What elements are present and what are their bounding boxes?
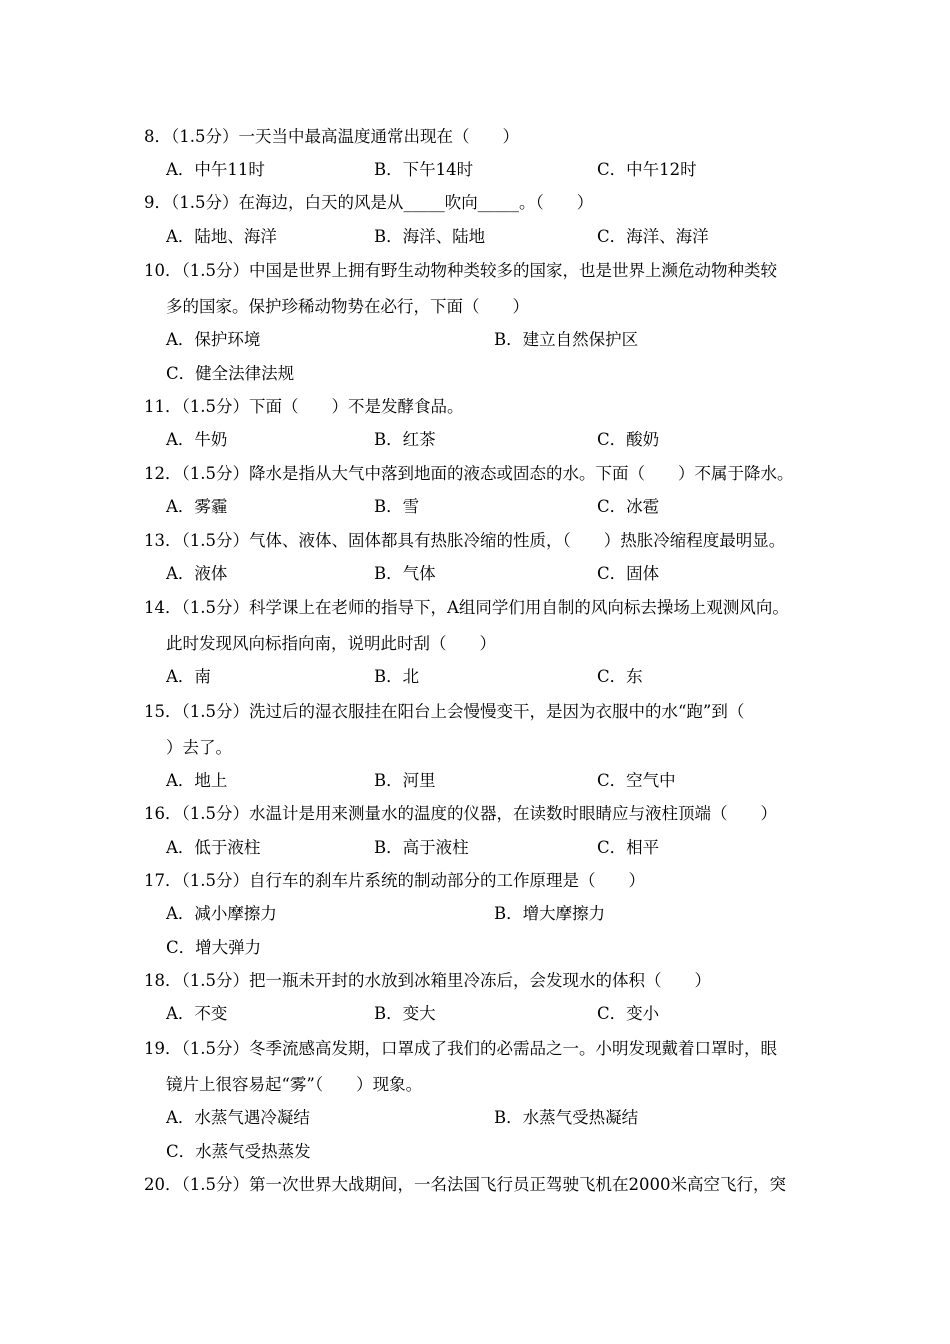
question-15-option-c[interactable]: C．空气中 xyxy=(597,771,676,790)
question-16-stem: 16．（1.5分）水温计是用来测量水的温度的仪器，在读数时眼睛应与液柱顶端（ ） xyxy=(144,804,777,823)
question-15-stem: 15．（1.5分）洗过后的湿衣服挂在阳台上会慢慢变干，是因为衣服中的水“跑”到（ xyxy=(144,702,745,721)
question-11-stem: 11．（1.5分）下面（ ）不是发酵食品。 xyxy=(144,397,464,416)
question-10-option-c[interactable]: C．健全法律法规 xyxy=(166,364,295,383)
question-12-option-c[interactable]: C．冰雹 xyxy=(597,497,660,516)
question-14-option-c[interactable]: C．东 xyxy=(597,667,643,686)
question-18-option-c[interactable]: C．变小 xyxy=(597,1004,660,1023)
question-12-option-b[interactable]: B．雪 xyxy=(374,497,420,516)
question-13-option-c[interactable]: C．固体 xyxy=(597,564,660,583)
question-15-option-b[interactable]: B．河里 xyxy=(374,771,436,790)
question-14-option-a[interactable]: A．南 xyxy=(166,667,211,686)
question-9-stem: 9．（1.5分）在海边，白天的风是从_____吹向_____。（ ） xyxy=(144,193,594,212)
question-17-stem: 17．（1.5分）自行车的刹车片系统的制动部分的工作原理是（ ） xyxy=(144,871,645,890)
question-18-stem: 18．（1.5分）把一瓶未开封的水放到冰箱里冷冻后，会发现水的体积（ ） xyxy=(144,971,711,990)
question-15-stem-line2: ）去了。 xyxy=(166,738,232,757)
question-19-option-a[interactable]: A．水蒸气遇冷凝结 xyxy=(166,1108,310,1127)
question-12-stem: 12．（1.5分）降水是指从大气中落到地面的液态或固态的水。下面（ ）不属于降水。 xyxy=(144,464,794,483)
question-10-stem-line2: 多的国家。保护珍稀动物势在必行，下面（ ） xyxy=(166,297,529,316)
question-19-option-c[interactable]: C．水蒸气受热蒸发 xyxy=(166,1142,311,1161)
question-10-option-b[interactable]: B．建立自然保护区 xyxy=(494,330,639,349)
question-10-stem: 10．（1.5分）中国是世界上拥有野生动物种类较多的国家，也是世界上濒危动物种类较 xyxy=(144,261,777,280)
question-18-option-b[interactable]: B．变大 xyxy=(374,1004,436,1023)
question-20-stem: 20．（1.5分）第一次世界大战期间，一名法国飞行员正驾驶飞机在2000米高空飞行，突 xyxy=(144,1175,786,1194)
question-12-option-a[interactable]: A．雾霾 xyxy=(166,497,228,516)
question-17-option-b[interactable]: B．增大摩擦力 xyxy=(494,904,606,923)
question-19-stem: 19．（1.5分）冬季流感高发期，口罩成了我们的必需品之一。小明发现戴着口罩时，眼 xyxy=(144,1039,777,1058)
question-14-stem-line2: 此时发现风向标指向南，说明此时刮（ ） xyxy=(166,634,496,653)
question-17-option-c[interactable]: C．增大弹力 xyxy=(166,938,262,957)
question-8-option-c[interactable]: C．中午12时 xyxy=(597,160,697,179)
question-13-stem: 13．（1.5分）气体、液体、固体都具有热胀冷缩的性质，（ ）热胀冷缩程度最明显。 xyxy=(144,531,786,550)
question-15-option-a[interactable]: A．地上 xyxy=(166,771,228,790)
question-14-stem: 14．（1.5分）科学课上在老师的指导下，A组同学们用自制的风向标去操场上观测风向。 xyxy=(144,598,789,617)
question-19-stem-line2: 镜片上很容易起“雾”（ ）现象。 xyxy=(166,1075,423,1094)
question-13-option-a[interactable]: A．液体 xyxy=(166,564,228,583)
question-8-option-a[interactable]: A．中午11时 xyxy=(166,160,265,179)
question-19-option-b[interactable]: B．水蒸气受热凝结 xyxy=(494,1108,639,1127)
question-11-option-a[interactable]: A．牛奶 xyxy=(166,430,228,449)
question-10-option-a[interactable]: A．保护环境 xyxy=(166,330,261,349)
question-18-option-a[interactable]: A．不变 xyxy=(166,1004,228,1023)
question-17-option-a[interactable]: A．减小摩擦力 xyxy=(166,904,277,923)
question-13-option-b[interactable]: B．气体 xyxy=(374,564,436,583)
question-9-option-c[interactable]: C．海洋、海洋 xyxy=(597,227,709,246)
question-11-option-c[interactable]: C．酸奶 xyxy=(597,430,660,449)
question-9-option-a[interactable]: A．陆地、海洋 xyxy=(166,227,277,246)
question-9-option-b[interactable]: B．海洋、陆地 xyxy=(374,227,486,246)
question-16-option-b[interactable]: B．高于液柱 xyxy=(374,838,469,857)
question-16-option-a[interactable]: A．低于液柱 xyxy=(166,838,261,857)
question-8-stem: 8．（1.5分）一天当中最高温度通常出现在（ ） xyxy=(144,127,519,146)
question-8-option-b[interactable]: B．下午14时 xyxy=(374,160,474,179)
question-11-option-b[interactable]: B．红茶 xyxy=(374,430,436,449)
question-14-option-b[interactable]: B．北 xyxy=(374,667,420,686)
question-16-option-c[interactable]: C．相平 xyxy=(597,838,660,857)
